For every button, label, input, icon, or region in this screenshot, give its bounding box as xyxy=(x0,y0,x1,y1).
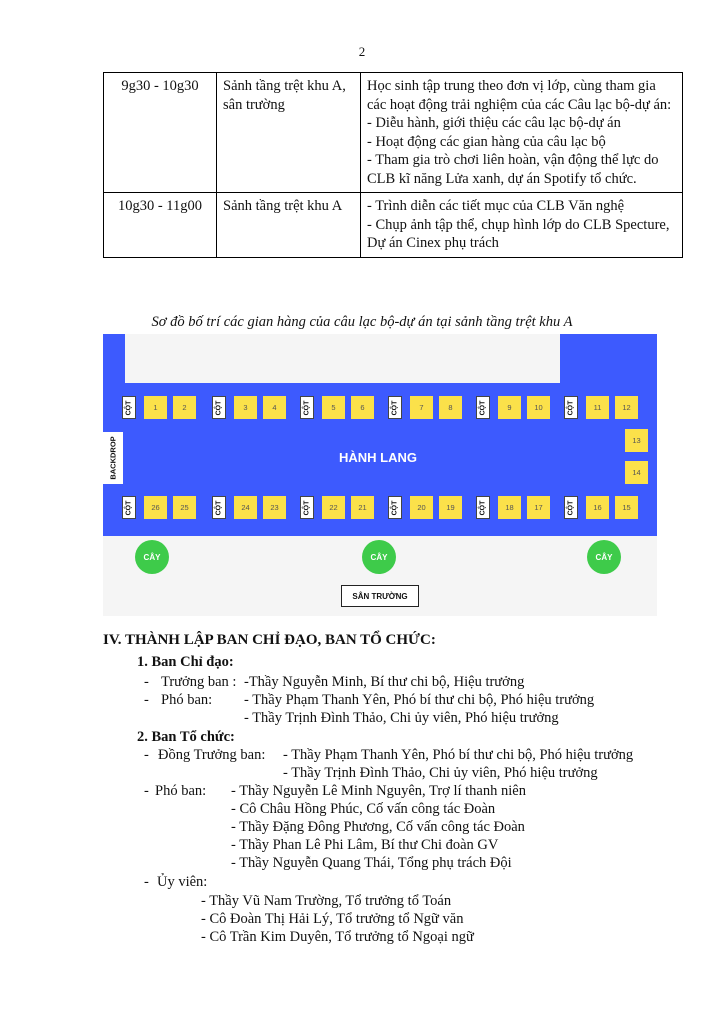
bullet: - xyxy=(144,692,149,708)
courtyard-label: SÂN TRƯỜNG xyxy=(352,591,408,601)
table-row xyxy=(104,73,683,193)
deputy-person: - Thầy Phạm Thanh Yên, Phó bí thư chi bộ, Phó hiệu trưởng xyxy=(244,692,595,708)
pillar-label: CỘT xyxy=(125,400,133,415)
pillar xyxy=(122,496,136,519)
pillar-label: CỘT xyxy=(303,500,311,515)
pillar xyxy=(122,396,136,419)
booth-8: 8 xyxy=(439,396,462,419)
member-label: Ủy viên: xyxy=(157,874,208,890)
deputy-person: - Thầy Nguyễn Lê Minh Nguyên, Trợ lí thanh niên xyxy=(231,783,526,799)
map-caption: Sơ đồ bố trí các gian hàng của câu lạc bộ-dự án tại sảnh tầng trệt khu A xyxy=(151,314,573,330)
pillar-label: CỘT xyxy=(479,500,487,515)
place-cell: Sảnh tầng trệt khu A, sân trường xyxy=(217,73,361,193)
tree xyxy=(362,540,396,574)
booth-7: 7 xyxy=(410,396,433,419)
deputy-person: - Thầy Trịnh Đình Thảo, Chi ủy viên, Phó hiệu trưởng xyxy=(244,710,559,726)
cohead-person: - Thầy Trịnh Đình Thảo, Chi ủy viên, Phó hiệu trưởng xyxy=(283,765,598,781)
member-person: - Cô Trần Kim Duyên, Tổ trưởng tổ Ngoại ngữ xyxy=(201,929,474,945)
corridor-label: HÀNH LANG xyxy=(339,450,417,465)
booth-23: 23 xyxy=(263,496,286,519)
booth-9: 9 xyxy=(498,396,521,419)
booth-19: 19 xyxy=(439,496,462,519)
pillar xyxy=(212,396,226,419)
activity-line: - Trình diễn các tiết mục của CLB Văn nghệ xyxy=(367,198,625,214)
activity-cell xyxy=(361,193,683,258)
pillar-label: CỘT xyxy=(303,400,311,415)
pillar-label: CỘT xyxy=(479,400,487,415)
deputy-label: Phó ban: xyxy=(161,692,213,708)
pillar xyxy=(564,496,578,519)
pillar xyxy=(388,496,402,519)
tree xyxy=(135,540,169,574)
pillar xyxy=(564,396,578,419)
cohead-person: - Thầy Phạm Thanh Yên, Phó bí thư chi bộ, Phó hiệu trưởng xyxy=(283,747,634,763)
booth-15: 15 xyxy=(615,496,638,519)
activity-line: Học sinh tập trung theo đơn vị lớp, cùng tham gia các hoạt động trải nghiệm của các Câu lạc bộ-dự án: xyxy=(367,78,672,113)
pillar-label: CỘT xyxy=(567,400,575,415)
booth-26: 26 xyxy=(144,496,167,519)
booth-4: 4 xyxy=(263,396,286,419)
steering-title: 1. Ban Chỉ đạo: xyxy=(137,654,234,670)
deputy-person: - Thầy Đặng Đông Phương, Cố vấn công tác Đoàn xyxy=(231,819,525,835)
booth-13: 13 xyxy=(625,429,648,452)
table-row xyxy=(104,193,683,258)
activity-cell xyxy=(361,73,683,193)
booth-16: 16 xyxy=(586,496,609,519)
cohead-label: Đồng Trưởng ban: xyxy=(158,747,266,763)
booth-2: 2 xyxy=(173,396,196,419)
booth-25: 25 xyxy=(173,496,196,519)
tree-label: CÂY xyxy=(595,552,613,562)
pillar xyxy=(300,396,314,419)
deputy-label: Phó ban: xyxy=(155,783,207,799)
bullet: - xyxy=(144,674,149,690)
member-person: - Thầy Vũ Nam Trường, Tổ trưởng tổ Toán xyxy=(201,893,452,909)
pillar xyxy=(476,496,490,519)
tree-label: CÂY xyxy=(143,552,161,562)
courtyard xyxy=(341,585,419,607)
booth-20: 20 xyxy=(410,496,433,519)
member-person: - Cô Đoàn Thị Hải Lý, Tổ trưởng tổ Ngữ văn xyxy=(201,911,464,927)
booth-10: 10 xyxy=(527,396,550,419)
pillar-label: CỘT xyxy=(215,500,223,515)
organizing-title: 2. Ban Tổ chức: xyxy=(137,729,235,745)
place-cell: Sảnh tầng trệt khu A xyxy=(217,193,361,258)
activity-line: - Hoạt động các gian hàng của câu lạc bộ xyxy=(367,133,606,150)
deputy-person: - Thầy Phan Lê Phi Lâm, Bí thư Chi đoàn GV xyxy=(231,837,499,853)
pillar-label: CỘT xyxy=(391,500,399,515)
booth-18: 18 xyxy=(498,496,521,519)
pillar-label: CỘT xyxy=(215,400,223,415)
pillar xyxy=(476,396,490,419)
bullet: - xyxy=(144,783,149,799)
booth-14: 14 xyxy=(625,461,648,484)
booth-3: 3 xyxy=(234,396,257,419)
time-cell: 9g30 - 10g30 xyxy=(104,73,217,193)
tree xyxy=(587,540,621,574)
deputy-person: - Cô Châu Hồng Phúc, Cố vấn công tác Đoàn xyxy=(231,801,496,817)
backdrop-label: BACKDROP xyxy=(108,436,118,480)
page-number: 2 xyxy=(358,44,366,59)
bullet: - xyxy=(144,747,149,763)
pillar xyxy=(388,396,402,419)
pillar-label: CỘT xyxy=(125,500,133,515)
lobby-notch xyxy=(125,334,560,383)
pillar-label: CỘT xyxy=(567,500,575,515)
booth-11: 11 xyxy=(586,396,609,419)
booth-6: 6 xyxy=(351,396,374,419)
booth-24: 24 xyxy=(234,496,257,519)
booth-22: 22 xyxy=(322,496,345,519)
tree-label: CÂY xyxy=(370,552,388,562)
activity-line: - Diễu hành, giới thiệu các câu lạc bộ-dự án xyxy=(367,115,621,131)
booth-1: 1 xyxy=(144,396,167,419)
backdrop xyxy=(103,432,123,484)
bullet: - xyxy=(144,874,149,890)
booth-5: 5 xyxy=(322,396,345,419)
pillar-label: CỘT xyxy=(391,400,399,415)
booth-12: 12 xyxy=(615,396,638,419)
booth-21: 21 xyxy=(351,496,374,519)
deputy-person: - Thầy Nguyễn Quang Thái, Tổng phụ trách Đội xyxy=(231,855,512,871)
pillar xyxy=(300,496,314,519)
booth-17: 17 xyxy=(527,496,550,519)
section-heading: IV. THÀNH LẬP BAN CHỈ ĐẠO, BAN TỔ CHỨC: xyxy=(103,632,436,648)
time-cell: 10g30 - 11g00 xyxy=(104,193,217,258)
booth-layout-map xyxy=(103,334,657,616)
head-label: Trưởng ban : xyxy=(161,674,237,690)
head-person: -Thầy Nguyễn Minh, Bí thư chi bộ, Hiệu trưởng xyxy=(244,674,525,690)
schedule-table xyxy=(103,72,683,258)
activity-line: - Tham gia trò chơi liên hoàn, vận động thể lực do CLB kĩ năng Lửa xanh, dự án Spotify tổ chức. xyxy=(367,152,659,187)
activity-line: - Chụp ảnh tập thể, chụp hình lớp do CLB Specture, Dự án Cinex phụ trách xyxy=(367,216,670,251)
pillar xyxy=(212,496,226,519)
